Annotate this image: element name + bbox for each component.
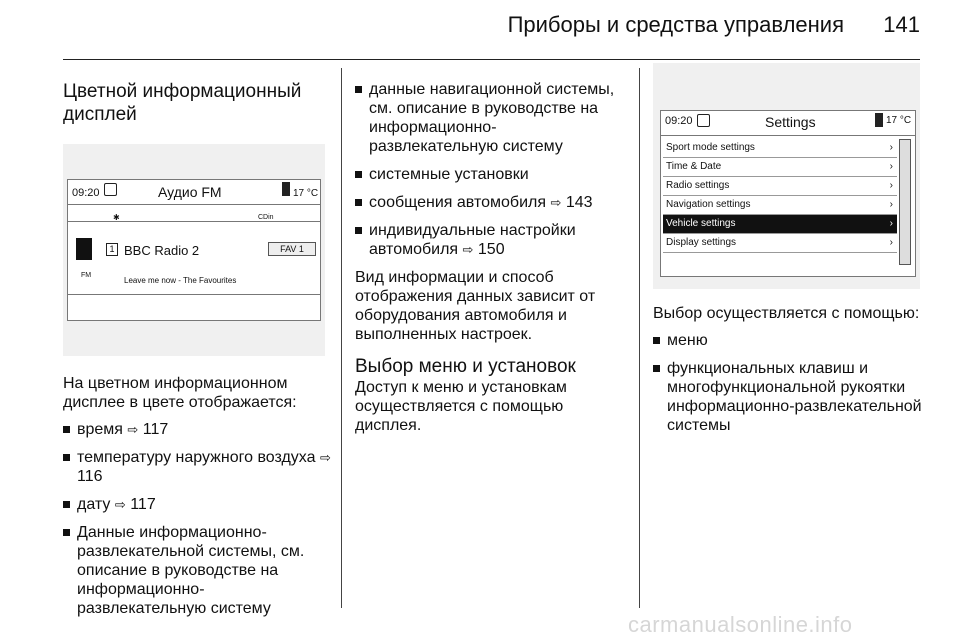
list-item-text: системные установки	[369, 166, 529, 183]
bullet-list	[355, 80, 625, 259]
fav-badge: FAV 1	[268, 242, 316, 256]
paragraph: Вид информации и способ отображения данных зависит от оборудования автомобиля и выполненных настроек.	[355, 269, 596, 343]
chevron-right-icon: ›	[889, 180, 893, 191]
chevron-right-icon: ›	[889, 218, 893, 229]
list-item	[63, 523, 333, 618]
list-item-text: Данные информационно-развлекательной системы, см. описание в руководстве на информационно-развлекательную систему	[77, 524, 305, 617]
list-item	[653, 359, 923, 435]
list-item-text: температуру наружного воздуха	[77, 449, 316, 466]
paragraph: Доступ к меню и установкам осуществляется с помощью дисплея.	[355, 379, 567, 434]
menu-item-selected[interactable]	[663, 215, 897, 234]
list-item-text: функциональных клавиш и многофункциональной рукоятки информационно-развлекательной системы	[667, 360, 922, 434]
settings-menu	[663, 139, 897, 253]
menu-item-label: Sport mode settings	[666, 142, 755, 153]
intro-text: Выбор осуществляется с помощью:	[653, 305, 920, 322]
temperature-readout: 17 °C	[293, 188, 319, 199]
list-item	[355, 165, 625, 184]
page-ref-icon: ⇨	[462, 242, 474, 257]
column-1	[63, 80, 333, 627]
cdin-label: CDin	[258, 214, 274, 221]
page-ref-icon: ⇨	[319, 450, 331, 465]
fm-label: FM	[81, 272, 92, 279]
page-ref-icon: ⇨	[127, 422, 139, 437]
audio-screen-status	[68, 205, 320, 222]
column-3	[653, 304, 923, 444]
page-header-title: Приборы и средства управления	[507, 12, 844, 37]
watermark: carmanualsonline.info	[628, 612, 853, 637]
audio-screen	[67, 179, 321, 321]
station-name: BBC Radio 2	[124, 243, 200, 258]
page-ref: 116	[77, 468, 103, 485]
menu-item-label: Display settings	[666, 237, 737, 248]
bullet-list	[653, 331, 923, 435]
settings-screen-figure	[653, 63, 920, 289]
menu-item-label: Vehicle settings	[666, 218, 736, 229]
column-divider	[341, 68, 342, 608]
menu-item-label: Navigation settings	[666, 199, 751, 210]
list-item	[63, 495, 333, 514]
page-ref: 117	[142, 421, 169, 438]
list-item-text: меню	[667, 332, 708, 349]
scrollbar[interactable]	[899, 139, 911, 265]
list-item-text: индивидуальные настройки автомобиля	[369, 222, 576, 258]
column-2	[355, 80, 625, 435]
time-readout: 09:20	[72, 187, 100, 199]
list-item-text: данные навигационной системы, см. описание в руководстве на информационно-развлекательную систему	[369, 81, 615, 155]
thermometer-icon	[875, 113, 883, 127]
list-item-text: время	[77, 421, 123, 438]
chevron-right-icon: ›	[889, 142, 893, 153]
chevron-right-icon: ›	[889, 237, 893, 248]
list-item	[63, 420, 333, 439]
list-item	[355, 193, 625, 212]
chevron-right-icon: ›	[889, 161, 893, 172]
menu-item[interactable]	[663, 234, 897, 253]
thermometer-icon	[282, 182, 290, 196]
audio-screen-figure	[63, 144, 325, 356]
screen-divider	[68, 294, 320, 295]
bullet-list	[63, 420, 333, 618]
menu-item-label: Radio settings	[666, 180, 730, 191]
clock-icon	[697, 114, 710, 127]
time-readout: 09:20	[665, 115, 693, 127]
subsection-title: Выбор меню и установок	[355, 356, 576, 377]
page-ref: 143	[565, 194, 593, 211]
menu-item[interactable]	[663, 158, 897, 177]
list-item	[355, 80, 625, 156]
section-title: Цветной информационный дисплей	[63, 81, 302, 125]
temperature-readout: 17 °C	[886, 115, 912, 126]
menu-item[interactable]	[663, 196, 897, 215]
page-ref: 117	[130, 496, 156, 513]
song-title: Leave me now - The Favourites	[124, 276, 237, 285]
menu-item-label: Time & Date	[666, 161, 722, 172]
list-item	[355, 221, 625, 259]
settings-screen-title: Settings	[765, 114, 816, 130]
bluetooth-icon: ✱	[113, 213, 120, 222]
list-item	[63, 448, 333, 486]
menu-item[interactable]	[663, 139, 897, 158]
list-item-text: дату	[77, 496, 111, 513]
intro-text: На цветном информационном дисплее в цвете отображается:	[63, 375, 297, 411]
page-ref-icon: ⇨	[550, 195, 562, 210]
header-rule	[63, 59, 920, 60]
chevron-right-icon: ›	[889, 199, 893, 210]
menu-item[interactable]	[663, 177, 897, 196]
page-number: 141	[883, 12, 920, 37]
audio-screen-title: Аудио FM	[158, 184, 222, 200]
settings-screen	[660, 110, 916, 277]
audio-screen-header	[68, 180, 320, 205]
list-item	[653, 331, 923, 350]
settings-screen-header	[661, 111, 915, 136]
radio-antenna-icon	[76, 238, 92, 260]
page-ref-icon: ⇨	[114, 497, 126, 512]
clock-icon	[104, 183, 117, 196]
preset-number: 1	[106, 243, 118, 256]
list-item-text: сообщения автомобиля	[369, 194, 546, 211]
column-divider	[639, 68, 640, 608]
page-ref: 150	[477, 241, 505, 258]
